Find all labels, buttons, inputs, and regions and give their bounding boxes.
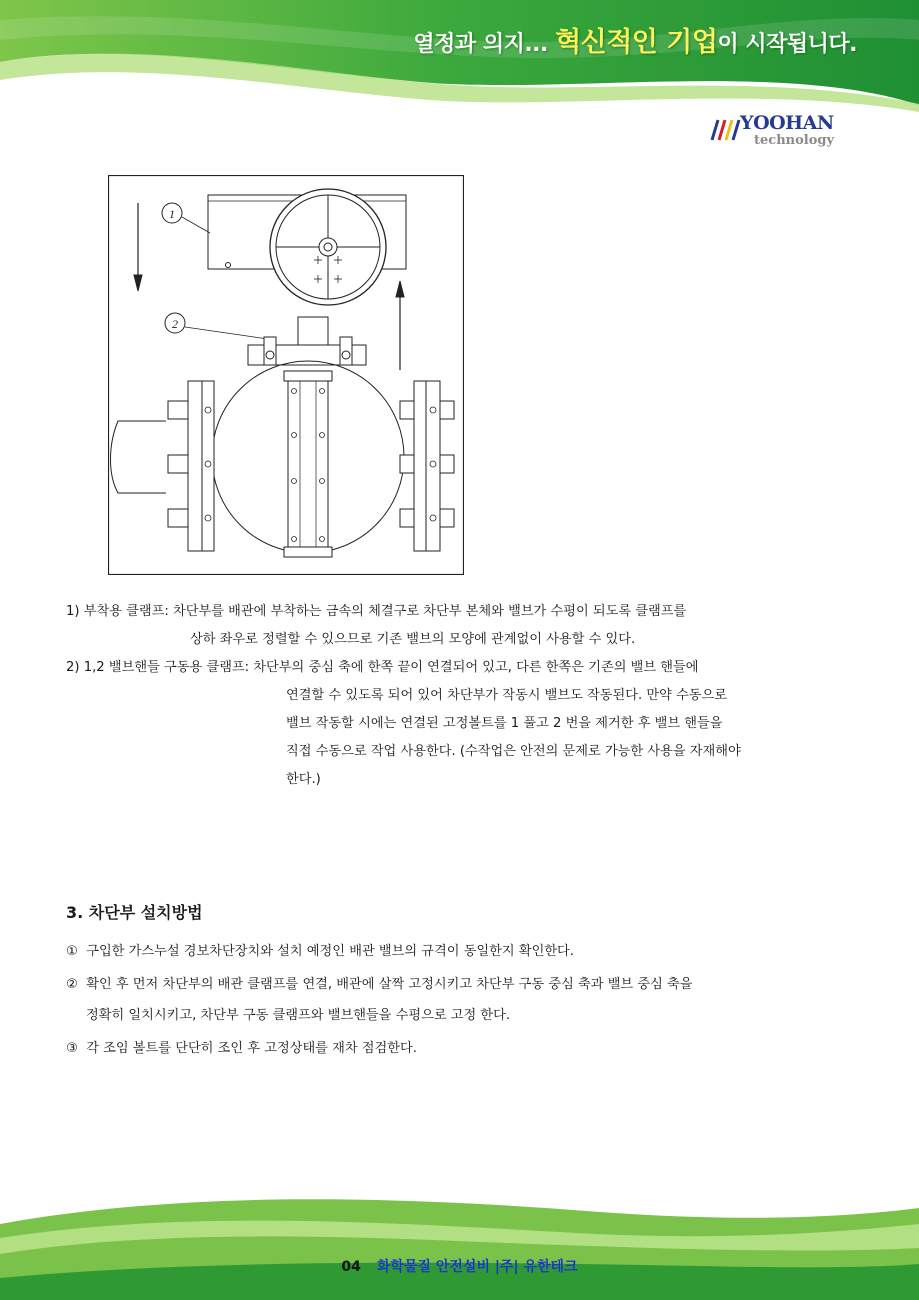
slogan-prefix: 열정과 의지... xyxy=(413,32,556,57)
slogan-highlight: 혁신적인 기업 xyxy=(555,27,718,58)
footer-wave-band xyxy=(0,1188,919,1300)
logo-subtitle: technology xyxy=(754,133,835,148)
step-number: ① xyxy=(66,944,78,959)
section-title: 3. 차단부 설치방법 xyxy=(66,903,203,922)
note-line: 연결할 수 있도록 되어 있어 차단부가 작동시 밸브도 작동된다. 만약 수동으로 xyxy=(286,688,728,703)
step-item xyxy=(66,1037,417,1056)
logo-wordmark: YOOHAN xyxy=(740,112,834,134)
footer-company: 화학물질 안전설비 |주| 유한테크 xyxy=(376,1259,578,1275)
step-text: 구입한 가스누설 경보차단장치와 설치 예정인 배관 밸브의 규격이 동일한지 확인한다. xyxy=(86,944,574,959)
callout-2-label: 2 xyxy=(172,317,178,331)
step-number: ③ xyxy=(66,1041,78,1056)
step-item-continuation xyxy=(86,1004,510,1023)
step-text: 정확히 일치시키고, 차단부 구동 클램프와 밸브핸들을 수평으로 고정 한다. xyxy=(86,1008,511,1023)
step-item xyxy=(66,940,574,959)
company-logo xyxy=(708,112,858,152)
note-line: 한다.) xyxy=(286,772,321,787)
footer-text xyxy=(0,1256,919,1276)
note-line: 1) 부착용 클램프: 차단부를 배관에 부착하는 금속의 체결구로 차단부 본체와 밸브가 수평이 되도록 클램프를 xyxy=(66,604,687,619)
logo-stripes-icon xyxy=(708,116,742,142)
note-line: 2) 1,2 밸브핸들 구동용 클램프: 차단부의 중심 축에 한쪽 끝이 연결되어 있고, 다른 한쪽은 기존의 밸브 핸들에 xyxy=(66,660,699,675)
note-line: 밸브 작동할 시에는 연결된 고정볼트를 1 풀고 2 번을 제거한 후 밸브 핸들을 xyxy=(286,716,723,731)
step-number: ② xyxy=(66,977,78,992)
page-number: 04 xyxy=(341,1259,361,1275)
step-text: 각 조임 볼트를 단단히 조인 후 고정상태를 재차 점검한다. xyxy=(86,1041,417,1056)
callout-1-label: 1 xyxy=(169,207,175,221)
header-wave-band xyxy=(0,0,919,120)
note-line: 상하 좌우로 정렬할 수 있으므로 기존 밸브의 모양에 관계없이 사용할 수 있다. xyxy=(190,632,636,647)
valve-actuator-diagram xyxy=(108,175,464,575)
note-line: 직접 수동으로 작업 사용한다. (수작업은 안전의 문제로 가능한 사용을 자재해야 xyxy=(286,744,741,759)
slogan-suffix: 이 시작됩니다. xyxy=(717,32,857,57)
header-slogan xyxy=(413,20,857,59)
step-text: 확인 후 먼저 차단부의 배관 클램프를 연결, 배관에 살짝 고정시키고 차단부 구동 중심 축과 밸브 중심 축을 xyxy=(86,977,693,992)
step-item xyxy=(66,973,693,992)
